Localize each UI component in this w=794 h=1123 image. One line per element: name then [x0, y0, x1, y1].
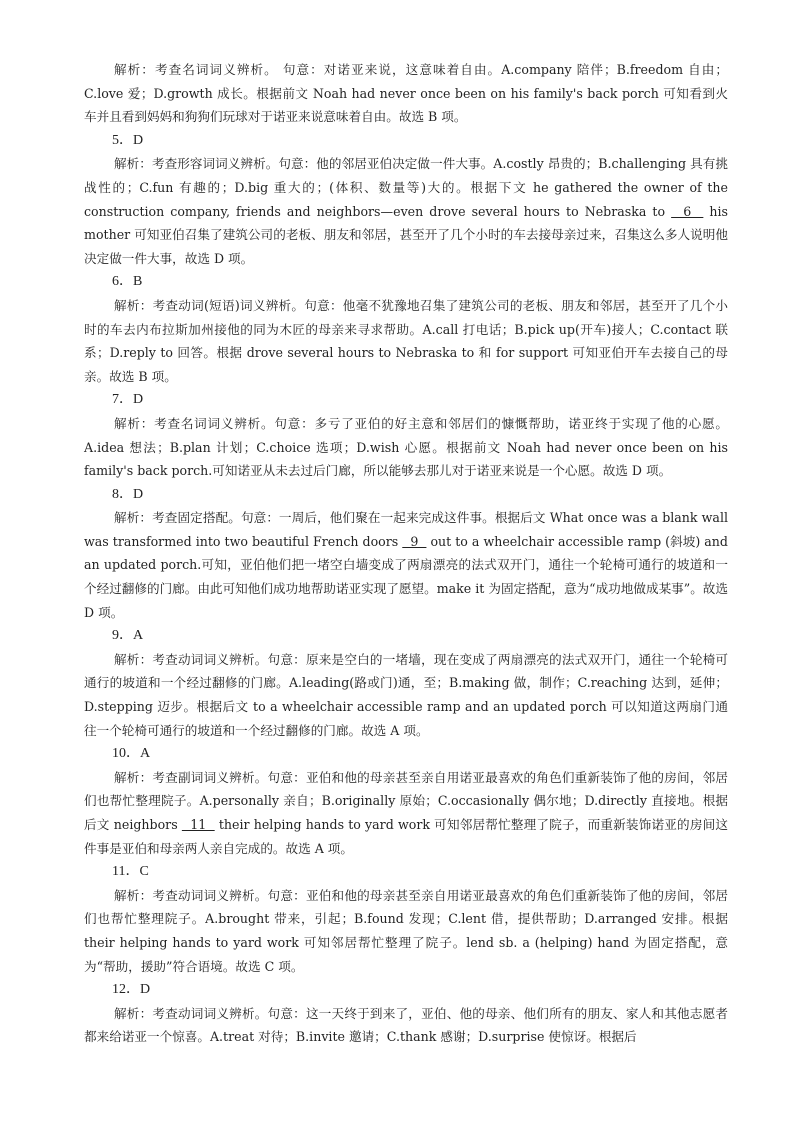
- analysis-label: 解析：: [114, 651, 153, 667]
- analysis-label: 解析：: [114, 415, 155, 431]
- blank-number: 11: [181, 817, 215, 832]
- question-answer-number: 5．D: [112, 132, 144, 148]
- question-answer-number: 11．C: [112, 864, 149, 880]
- question-answer-number: 8．D: [112, 486, 144, 502]
- explanation-paragraph: 解析：考查动词词义辨析。句意：这一天终于到来了，亚伯、他的母亲、他们所有的朋友、家人和其他志愿者都来给诺亚一个惊喜。A.treat 对待；B.invite 邀请；C.thank 感谢；D.surprise 使惊讶。根据后: [84, 1005, 729, 1045]
- analysis-label: 解析：: [114, 769, 153, 785]
- analysis-label: 解析：: [114, 62, 155, 77]
- analysis-label: 解析：: [114, 297, 153, 313]
- question-answer-number: 6．B: [112, 274, 143, 290]
- explanation-paragraph: 解析：考查副词词义辨析。句意：亚伯和他的母亲甚至亲自用诺亚最喜欢的角色们重新装饰了他的房间，邻居们也帮忙整理院子。A.personally 亲自；B.originally 原始；C.occasionally 偶尔地；D.directly 直接地。根据后文 neighbors 11 their helping hands to yard work 可知邻居帮忙整理了院子，而重新装饰诺亚的房间这件事是亚伯和母亲两人亲自完成的。故选 A 项。: [84, 769, 729, 856]
- blank-number: 9: [402, 533, 427, 549]
- analysis-label: 解析：: [114, 887, 153, 903]
- explanation-paragraph: 解析：考查动词(短语)词义辨析。句意：他毫不犹豫地召集了建筑公司的老板、朋友和邻居，甚至开了几个小时的车去内布拉斯加州接他的同为木匠的母亲来寻求帮助。A.call 打电话；B.pick up(开车)接人；C.contact 联系；D.reply to 回答。根据 drove several hours to Nebraska to 和 for support 可知亚伯开车去接自己的母亲。故选 B 项。: [84, 297, 729, 384]
- analysis-label: 解析：: [114, 156, 152, 172]
- analysis-label: 解析：: [114, 1005, 153, 1021]
- question-answer-number: 9．A: [112, 628, 144, 644]
- explanation-paragraph: 解析：考查名词词义辨析。 句意：对诺亚来说，这意味着自由。A.company 陪伴；B.freedom 自由；C.love 爱；D.growth 成长。根据前文 Noah had never once been on his family's back porch 可知看到火车并且看到妈妈和狗狗们玩球对于诺亚来说意味着自由。故选 B 项。: [84, 62, 728, 125]
- analysis-label: 解析：: [114, 510, 153, 526]
- explanation-paragraph: 解析：考查动词词义辨析。句意：原来是空白的一堵墙，现在变成了两扇漂亮的法式双开门，通往一个轮椅可通行的坡道和一个经过翻修的门廊。A.leading(路或门)通，至；B.making 做，制作；C.reaching 达到，延伸；D.stepping 迈步。根据后文 to a wheelchair accessible ramp and an updated porch 可以知道这两扇门通往一个轮椅可通行的坡道和一个经过翻修的门廊。故选 A 项。: [84, 651, 729, 738]
- explanation-paragraph: 解析：考查名词词义辨析。句意：多亏了亚伯的好主意和邻居们的慷慨帮助，诺亚终于实现了他的心愿。A.idea 想法；B.plan 计划；C.choice 选项；D.wish 心愿。根据前文 Noah had never once been on his family's back porch.可知诺亚从未去过后门廊，所以能够去那儿对于诺亚来说是一个心愿。故选 D 项。: [84, 415, 728, 479]
- question-answer-number: 7．D: [112, 392, 144, 408]
- question-answer-number: 10．A: [112, 746, 151, 762]
- question-answer-number: 12．D: [112, 982, 151, 998]
- explanation-paragraph: 解析：考查固定搭配。句意：一周后，他们聚在一起来完成这件事。根据后文 What once was a blank wall was transformed into two beautiful French doors 9 out to a wheelchair accessible ramp (斜坡) and an updated porch.可知，亚伯他们把一堵空白墙变成了两扇漂亮的法式双开门，通往一个轮椅可通行的坡道和一个经过翻修的门廊。由此可知他们成功地帮助诺亚实现了愿望。make it 为固定搭配，意为“成功地做成某事”。故选 D 项。: [84, 510, 728, 620]
- explanation-paragraph: 解析：考查形容词词义辨析。句意：他的邻居亚伯决定做一件大事。A.costly 昂贵的；B.challenging 具有挑战性的；C.fun 有趣的；D.big 重大的；(体积、数量等)大的。根据下文 he gathered the owner of the construction company, friends and neighbors—even drove several hours to Nebraska to 6 his mother 可知亚伯召集了建筑公司的老板、朋友和邻居，甚至开了几个小时的车去接母亲过来，召集这么多人说明他决定做一件大事，故选 D 项。: [84, 156, 729, 266]
- blank-number: 6: [671, 203, 704, 219]
- explanation-paragraph: 解析：考查动词词义辨析。句意：亚伯和他的母亲甚至亲自用诺亚最喜欢的角色们重新装饰了他的房间，邻居们也帮忙整理院子。A.brought 带来，引起；B.found 发现；C.lent 借，提供帮助；D.arranged 安排。根据 their helping hands to yard work 可知邻居帮忙整理了院子。lend sb. a (helping) hand 为固定搭配，意为“帮助，援助”符合语境。故选 C 项。: [84, 887, 729, 974]
